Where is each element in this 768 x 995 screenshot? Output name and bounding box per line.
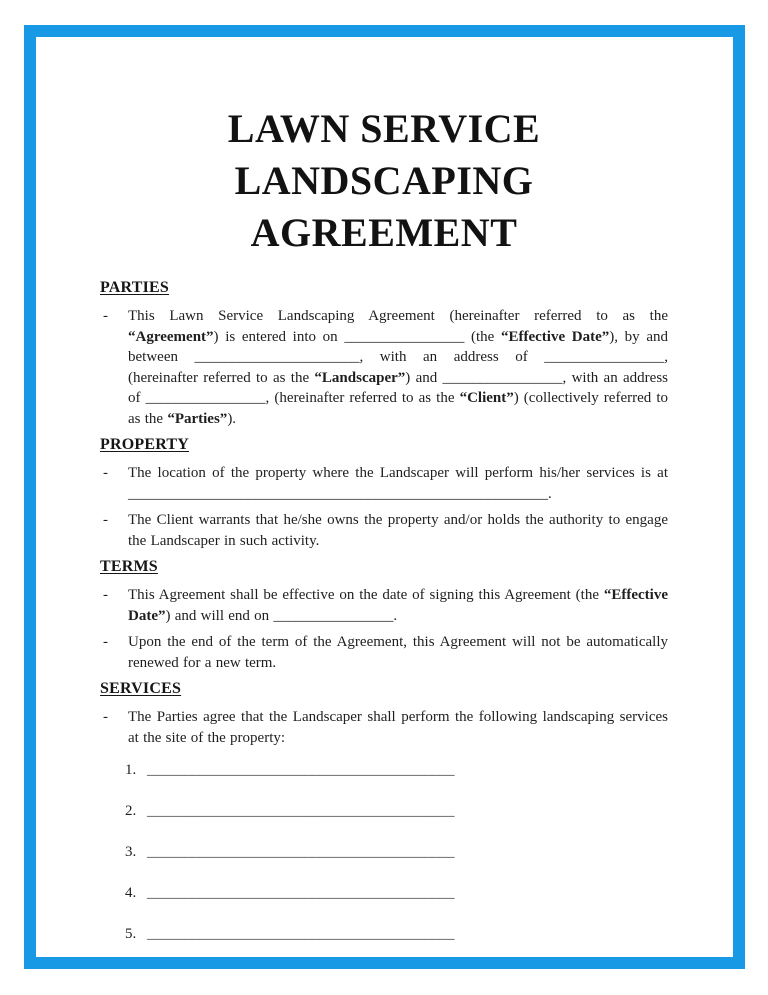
service-item-blank-line: _________________________________________: [147, 844, 455, 860]
terms-renewal-paragraph: Upon the end of the term of the Agreement, this Agreement will not be automatically renewed for a new term.: [128, 634, 668, 671]
bullet-item: [100, 707, 668, 748]
bullet-dash: -: [103, 465, 108, 481]
parties-paragraph: This Lawn Service Landscaping Agreement (hereinafter referred to as the “Agreement”) is entered into on ________________ (the “Effective Date”), by and between ______________________, with an address of ________________, (hereinafter referred to as the “Landscaper”) and ________________, with an address of ________________, (hereinafter referred to as the “Client”) (collectively referred to as the “Parties”).: [128, 308, 669, 427]
service-item-blank-line: _________________________________________: [147, 762, 455, 778]
bullet-dash: -: [103, 634, 108, 650]
bullet-dash: -: [103, 308, 108, 324]
terms-effective-paragraph: This Agreement shall be effective on the date of signing this Agreement (the “Effective Date”) and will end on ________________.: [128, 587, 668, 624]
service-item-number: 5.: [125, 926, 137, 942]
section-heading-property: PROPERTY: [100, 436, 190, 453]
section-heading-parties: PARTIES: [100, 279, 170, 296]
property-warranty-paragraph: The Client warrants that he/she owns the property and/or holds the authority to engage the Landscaper in such activity.: [128, 512, 668, 549]
bullet-item: [100, 306, 668, 429]
service-list-item: [125, 924, 668, 945]
section-services: [100, 679, 668, 945]
service-item-blank-line: _________________________________________: [147, 885, 455, 901]
service-item-blank-line: _________________________________________: [147, 926, 455, 942]
section-heading-terms: TERMS: [100, 558, 158, 575]
title-line-1: LAWN SERVICE: [227, 106, 541, 151]
document-page: [100, 25, 668, 965]
service-item-blank-line: _________________________________________: [147, 803, 455, 819]
services-intro-paragraph: The Parties agree that the Landscaper shall perform the following landscaping services at the site of the property:: [128, 709, 668, 746]
section-heading-services: SERVICES: [100, 680, 182, 697]
bullet-dash: -: [103, 587, 108, 603]
bullet-item: [100, 463, 668, 504]
service-item-number: 1.: [125, 762, 137, 778]
bullet-dash: -: [103, 512, 108, 528]
service-list-item: [125, 760, 668, 781]
bullet-item: [100, 510, 668, 551]
section-parties: [100, 278, 668, 429]
service-list-item: [125, 883, 668, 904]
services-list: [100, 760, 668, 945]
document-title: [100, 103, 668, 259]
bullet-item: [100, 632, 668, 673]
service-list-item: [125, 801, 668, 822]
service-item-number: 4.: [125, 885, 137, 901]
service-list-item: [125, 842, 668, 863]
title-line-3: AGREEMENT: [250, 210, 518, 255]
section-terms: [100, 557, 668, 673]
service-item-number: 3.: [125, 844, 137, 860]
service-item-number: 2.: [125, 803, 137, 819]
section-property: [100, 435, 668, 551]
bullet-item: [100, 585, 668, 626]
property-location-paragraph: The location of the property where the Landscaper will perform his/her services is at ________________________________________________________.: [128, 465, 668, 502]
bullet-dash: -: [103, 709, 108, 725]
title-line-2: LANDSCAPING: [234, 158, 534, 203]
